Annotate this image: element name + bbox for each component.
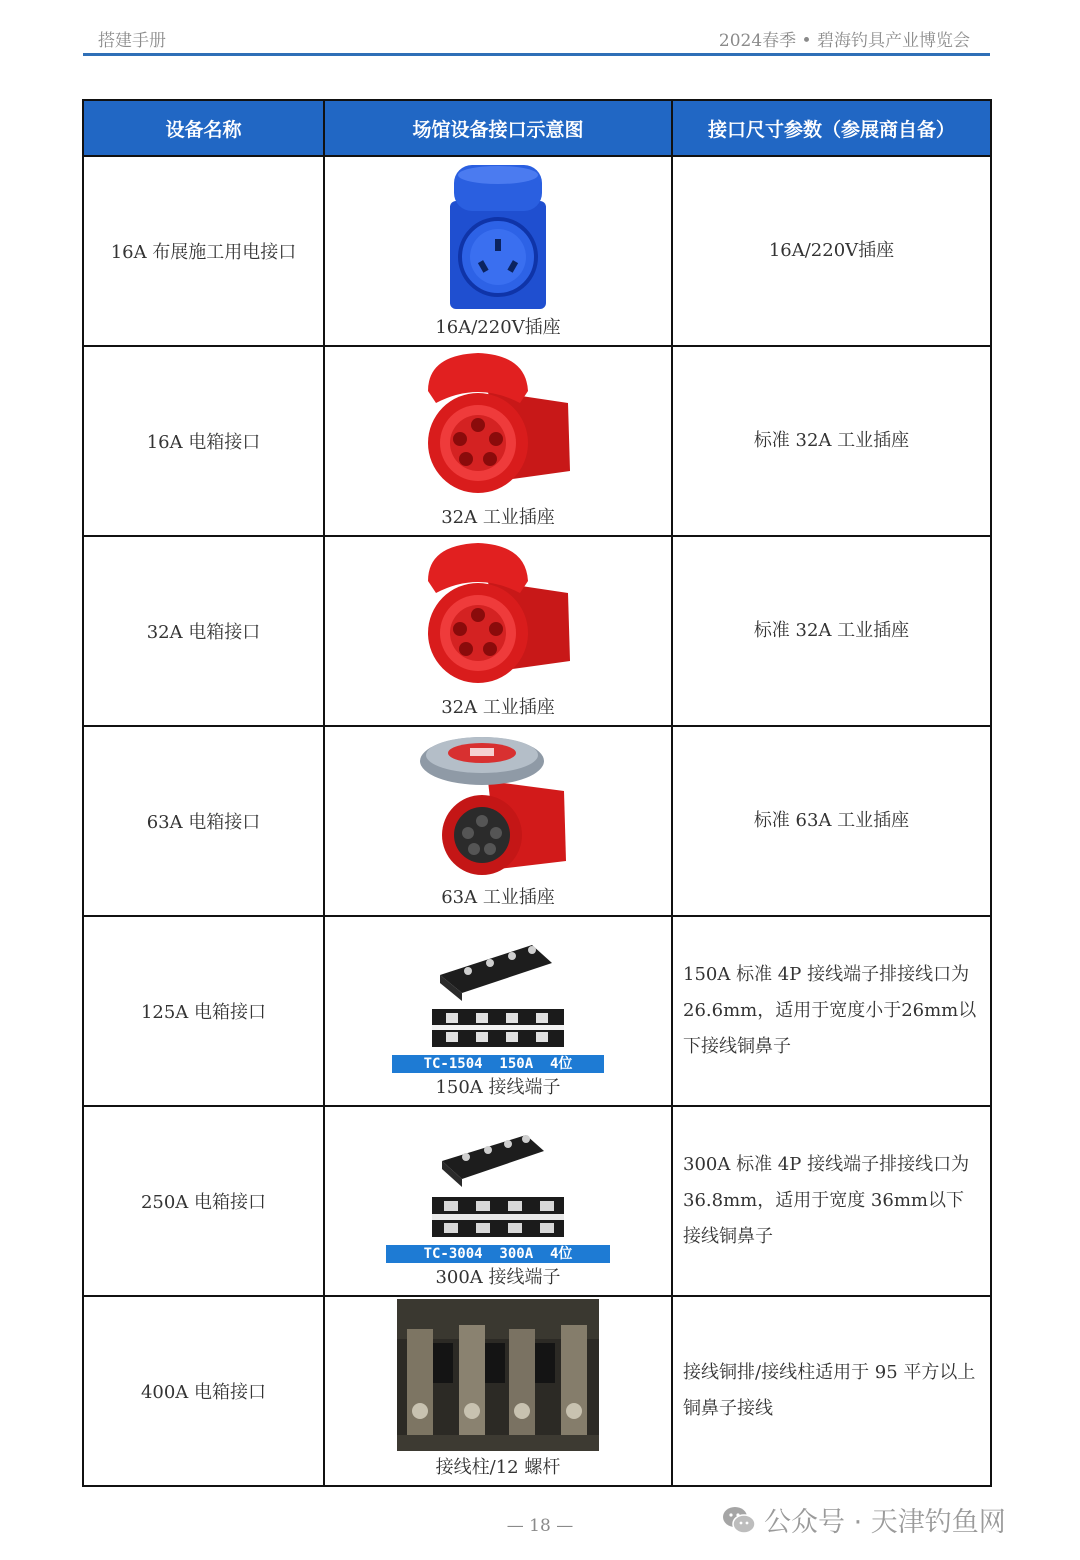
wechat-icon — [722, 1505, 756, 1535]
diagram-caption: 63A 工业插座 — [441, 887, 555, 908]
model-label: TC-3004 300A 4位 — [386, 1245, 610, 1263]
header-doc-title: 搭建手册 — [98, 31, 166, 51]
diagram-cell — [324, 1296, 672, 1486]
red-grey-socket-image — [418, 731, 578, 881]
diagram-caption: 32A 工业插座 — [441, 507, 555, 528]
device-name: 32A 电箱接口 — [83, 536, 324, 726]
device-name: 250A 电箱接口 — [83, 1106, 324, 1296]
device-name: 16A 电箱接口 — [83, 346, 324, 536]
red-socket-image — [418, 351, 578, 501]
page-number: — 18 — — [506, 1516, 574, 1536]
interface-param: 标准 63A 工业插座 — [672, 726, 991, 916]
diagram-cell — [324, 536, 672, 726]
diagram-caption: 16A/220V插座 — [435, 317, 561, 338]
interface-param: 300A 标准 4P 接线端子排接线口为 36.8mm，适用于宽度 36mm以下接线铜鼻子 — [672, 1106, 991, 1296]
device-name: 16A 布展施工用电接口 — [83, 156, 324, 346]
diagram-cell — [324, 346, 672, 536]
column-header-name: 设备名称 — [83, 100, 324, 156]
table-row — [83, 536, 991, 726]
interface-param: 标准 32A 工业插座 — [672, 536, 991, 726]
device-name: 63A 电箱接口 — [83, 726, 324, 916]
watermark-text: 公众号 · 天津钓鱼网 — [764, 1507, 1006, 1538]
diagram-cell — [324, 1106, 672, 1296]
copper-bars-image — [397, 1299, 599, 1451]
watermark — [722, 1500, 1006, 1539]
device-name: 125A 电箱接口 — [83, 916, 324, 1106]
diagram-cell — [324, 916, 672, 1106]
column-header-params: 接口尺寸参数（参展商自备） — [672, 100, 991, 156]
interface-param: 接线铜排/接线柱适用于 95 平方以上铜鼻子接线 — [672, 1296, 991, 1486]
table-header-row — [83, 100, 991, 156]
table-row — [83, 1296, 991, 1486]
diagram-cell — [324, 156, 672, 346]
table-row — [83, 156, 991, 346]
red-socket-image — [418, 541, 578, 691]
blue-socket-image — [448, 161, 548, 311]
device-name: 400A 电箱接口 — [83, 1296, 324, 1486]
column-header-diagram: 场馆设备接口示意图 — [324, 100, 672, 156]
diagram-cell — [324, 726, 672, 916]
table-row — [83, 726, 991, 916]
model-label: TC-1504 150A 4位 — [392, 1055, 604, 1073]
interface-param: 16A/220V插座 — [672, 156, 991, 346]
interface-param: 150A 标准 4P 接线端子排接线口为 26.6mm，适用于宽度小于26mm以下接线铜鼻子 — [672, 916, 991, 1106]
header-event-title: 2024春季 • 碧海钓具产业博览会 — [718, 31, 970, 51]
table-row — [83, 1106, 991, 1296]
interface-param: 标准 32A 工业插座 — [672, 346, 991, 536]
header-divider — [83, 53, 990, 56]
diagram-caption: 接线柱/12 螺杆 — [435, 1457, 561, 1478]
diagram-caption: 150A 接线端子 — [435, 1077, 561, 1098]
diagram-caption: 300A 接线端子 — [435, 1267, 561, 1288]
terminal-block-image — [392, 931, 604, 1055]
table-row — [83, 916, 991, 1106]
terminal-block-image — [386, 1121, 610, 1245]
table-row — [83, 346, 991, 536]
diagram-caption: 32A 工业插座 — [441, 697, 555, 718]
equipment-interface-table — [82, 99, 992, 1487]
